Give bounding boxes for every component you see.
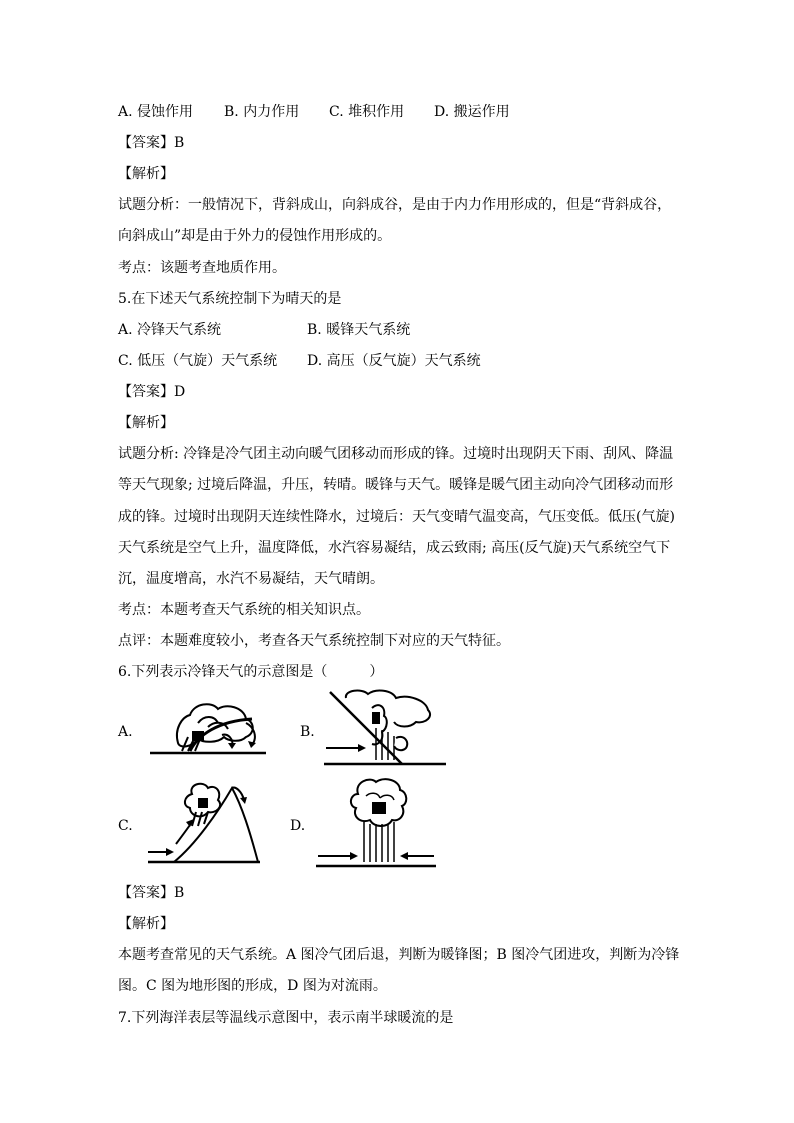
- q7-question: 7.下列海洋表层等温线示意图中，表示南半球暖流的是: [118, 1010, 454, 1026]
- q6-analysis-label: 【解析】: [118, 916, 174, 932]
- q4-option-d: D. 搬运作用: [434, 104, 510, 120]
- fig-c-orographic: [146, 782, 262, 866]
- q5-analysis-line-1: 试题分析: 冷锋是冷气团主动向暖气团移动而形成的锋。过境时出现阴天下雨、刮风、降温: [118, 446, 674, 462]
- q6-analysis-line-1: 本题考查常见的天气系统。A 图冷气团后退，判断为暖锋图；B 图冷气团进攻，判断为冷锋: [118, 947, 680, 963]
- fig-d-convection: [314, 776, 438, 870]
- q6-question: 6.下列表示冷锋天气的示意图是（ ）: [118, 664, 384, 680]
- q5-question: 5.在下述天气系统控制下为晴天的是: [118, 291, 342, 307]
- fig-a-warm-front: [148, 693, 268, 757]
- q5-dianping: 点评：本题难度较小，考查各天气系统控制下对应的天气特征。: [118, 633, 510, 649]
- q5-analysis-label: 【解析】: [118, 415, 174, 431]
- q4-option-a: A. 侵蚀作用: [118, 104, 194, 120]
- q4-kaodian: 考点：该题考查地质作用。: [118, 260, 286, 276]
- fig-a-label: A.: [118, 724, 133, 740]
- q5-option-a: A. 冷锋天气系统: [118, 322, 222, 338]
- q5-analysis-line-3: 成的锋。过境时出现阴天连续性降水，过境后：天气变晴气温变高，气压变低。低压(气旋): [118, 509, 675, 525]
- q4-analysis-label: 【解析】: [118, 166, 174, 182]
- q5-option-c: C. 低压（气旋）天气系统: [118, 353, 278, 369]
- fig-b-cold-front: [322, 688, 448, 768]
- q4-option-b: B. 内力作用: [224, 104, 300, 120]
- q5-analysis-line-4: 天气系统是空气上升，温度降低，水汽容易凝结，成云致雨; 高压(反气旋)天气系统空气下: [118, 540, 671, 556]
- q6-answer: 【答案】B: [118, 885, 185, 901]
- q5-answer: 【答案】D: [118, 384, 186, 400]
- q5-kaodian: 考点：本题考查天气系统的相关知识点。: [118, 602, 370, 618]
- q4-answer: 【答案】B: [118, 135, 185, 151]
- q4-analysis-line-1: 试题分析：一般情况下，背斜成山，向斜成谷，是由于内力作用形成的，但是“背斜成谷，: [118, 197, 672, 213]
- q6-analysis-line-2: 图。C 图为地形图的形成，D 图为对流雨。: [118, 978, 387, 994]
- q5-option-d: D. 高压（反气旋）天气系统: [307, 353, 481, 369]
- fig-d-label: D.: [290, 818, 306, 834]
- fig-b-label: B.: [300, 724, 315, 740]
- q5-analysis-line-5: 沉，温度增高，水汽不易凝结，天气晴朗。: [118, 571, 384, 587]
- q4-analysis-line-2: 向斜成山”却是由于外力的侵蚀作用形成的。: [118, 228, 392, 244]
- q5-analysis-line-2: 等天气现象; 过境后降温，升压，转晴。暖锋与天气。暖锋是暖气团主动向冷气团移动而形: [118, 477, 674, 493]
- q5-option-b: B. 暖锋天气系统: [307, 322, 411, 338]
- q4-option-c: C. 堆积作用: [329, 104, 405, 120]
- fig-c-label: C.: [118, 818, 133, 834]
